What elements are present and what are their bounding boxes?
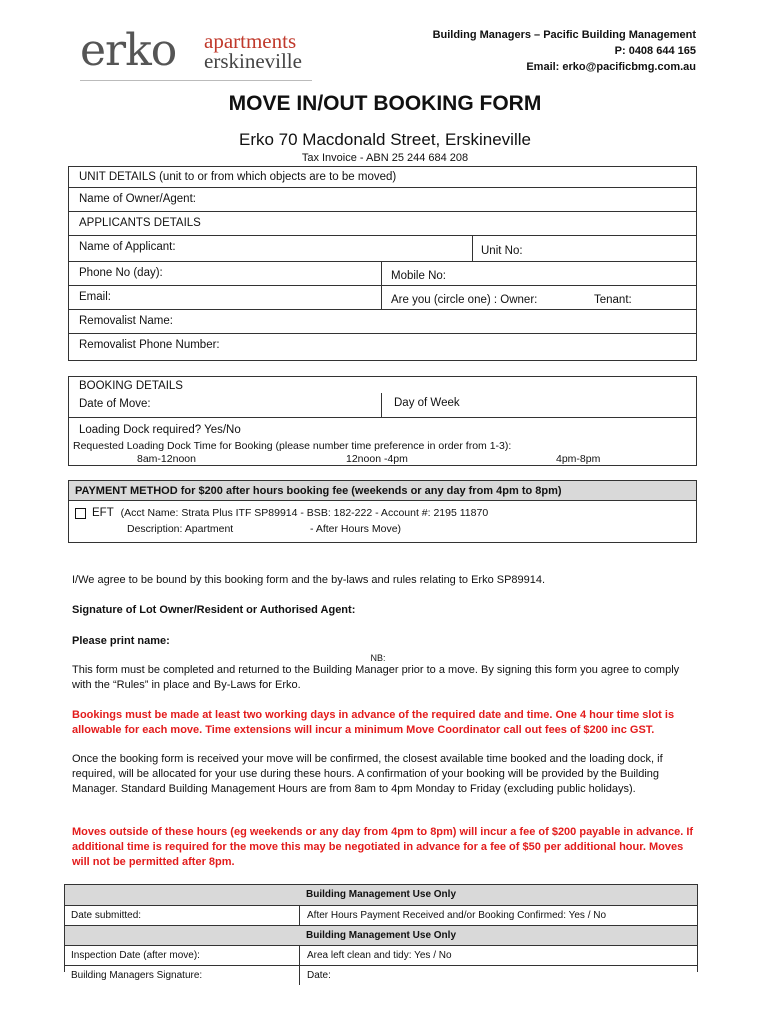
contact-email: Email: erko@pacificbmg.com.au: [526, 61, 696, 73]
area-clean-label: Area left clean and tidy: Yes / No: [307, 950, 452, 961]
applicants-label: APPLICANTS DETAILS: [79, 217, 201, 229]
eft-after-hours: - After Hours Move): [310, 523, 402, 535]
removalist-phone-row[interactable]: [69, 333, 696, 360]
email-divider: [381, 286, 382, 309]
bm-signature-label: Building Managers Signature:: [71, 970, 203, 981]
applicant-label: Name of Applicant:: [79, 241, 176, 253]
office-use-band-2: Building Management Use Only: [65, 925, 697, 945]
print-name-label: Please print name:: [72, 635, 170, 647]
booking-heading-label: BOOKING DETAILS: [79, 380, 183, 392]
mobile-label: Mobile No:: [391, 270, 446, 282]
slot-3[interactable]: 4pm-8pm: [556, 453, 601, 465]
tax-line: Tax Invoice - ABN 25 244 684 208: [301, 152, 469, 164]
applicant-divider: [472, 236, 473, 261]
eft-label: EFT: [92, 507, 114, 519]
erko-logo: [80, 26, 316, 82]
contact-manager: Building Managers – Pacific Building Management: [432, 29, 696, 41]
signature-label: Signature of Lot Owner/Resident or Authorised Agent:: [72, 604, 356, 616]
office-row-2-divider: [299, 946, 300, 965]
payment-received-label: After Hours Payment Received and/or Booking Confirmed: Yes / No: [307, 910, 607, 921]
bookings-warning: Bookings must be made at least two working days in advance of the required date and time. One 4 hour time slot is allowable for each move. Time extensions will incur a minimum Move Coordinator call out fees of $200 inc GST.: [72, 709, 675, 736]
office-row-1: [65, 905, 697, 925]
office-use-table: [64, 884, 698, 981]
phone-row[interactable]: [69, 261, 696, 285]
slot-1[interactable]: 8am-12noon: [137, 453, 196, 465]
owner-tenant-label: Are you (circle one) : Owner:: [391, 294, 538, 306]
owner-row[interactable]: [69, 187, 696, 211]
confirmation-text: Once the booking form is received your move will be confirmed, the closest available time booked and the loading dock, if required, will be allocated for your use during these hours. A confirmation of your booking will be provided by the Building Manager. Standard Building Management Hours are from 8am to 4pm Monday to Friday (excluding public holidays).: [72, 753, 663, 795]
contact-phone: P: 0408 644 165: [614, 45, 696, 57]
email-row[interactable]: [69, 285, 696, 309]
logo-line1: apartments: [204, 29, 297, 53]
applicant-row[interactable]: [69, 235, 696, 261]
dock-row[interactable]: [69, 417, 696, 467]
date-submitted-label: Date submitted:: [71, 910, 142, 921]
form-subtitle: Erko 70 Macdonald Street, Erskineville: [239, 130, 531, 149]
dock-label: Loading Dock required? Yes/No: [79, 424, 241, 436]
inspection-date-label: Inspection Date (after move):: [71, 950, 200, 961]
owner-label: Name of Owner/Agent:: [79, 193, 196, 205]
date-row[interactable]: [69, 393, 696, 417]
unit-details-label: UNIT DETAILS (unit to or from which objects are to be moved): [79, 171, 397, 183]
eft-checkbox[interactable]: [75, 508, 86, 519]
office-row-1-divider: [299, 906, 300, 925]
form-title: MOVE IN/OUT BOOKING FORM: [228, 92, 542, 115]
booking-details-box: [68, 376, 697, 466]
phone-label: Phone No (day):: [79, 267, 163, 279]
removalist-row[interactable]: [69, 309, 696, 333]
logo-word: erko: [80, 25, 177, 76]
unit-details-heading: [69, 167, 696, 189]
office-row-2: [65, 945, 697, 965]
payment-method-box: [68, 480, 697, 543]
office-row-3-divider: [299, 966, 300, 985]
date-divider: [381, 393, 382, 417]
tenant-label: Tenant:: [594, 294, 632, 306]
office-row-3: [65, 965, 697, 985]
date-of-move-label: Date of Move:: [79, 398, 151, 410]
agreement-text: I/We agree to be bound by this booking form and the by-laws and rules relating to Erko SP89914.: [72, 574, 546, 586]
logo-rule: [80, 80, 312, 81]
day-of-week-label: Day of Week: [394, 397, 460, 409]
payment-heading: PAYMENT METHOD for $200 after hours booking fee (weekends or any day from 4pm to 8pm): [69, 481, 696, 501]
logo-line2: erskineville: [204, 49, 302, 73]
slot-2[interactable]: 12noon -4pm: [346, 453, 408, 465]
after-hours-warning: Moves outside of these hours (eg weekends or any day from 4pm to 8pm) will incur a fee of $200 payable in advance. If additional time is required for the move this may be negotiated in advance for a fee of $50 per additional hour. Moves will not be permitted after 8pm.: [72, 826, 694, 868]
removalist-phone-label: Removalist Phone Number:: [79, 339, 220, 351]
applicants-heading: [69, 211, 696, 235]
eft-description: Description: Apartment: [127, 523, 234, 535]
contact-block: [433, 27, 696, 75]
unit-details-box: [68, 166, 697, 361]
unit-no-label: Unit No:: [481, 245, 523, 257]
email-label: Email:: [79, 291, 111, 303]
requested-time-label: Requested Loading Dock Time for Booking (please number time preference in order from 1-3):: [73, 440, 512, 452]
removalist-label: Removalist Name:: [79, 315, 173, 327]
nb-label: NB:: [370, 653, 386, 663]
phone-divider: [381, 262, 382, 285]
must-complete-text: This form must be completed and returned to the Building Manager prior to a move. By signing this form you agree to comply with the “Rules” in place and By-Laws for Erko.: [72, 664, 680, 691]
office-use-band-1: Building Management Use Only: [65, 885, 697, 905]
eft-detail: (Acct Name: Strata Plus ITF SP89914 - BSB: 182-222 - Account #: 2195 11870: [120, 507, 489, 519]
office-date-label: Date:: [307, 970, 331, 981]
